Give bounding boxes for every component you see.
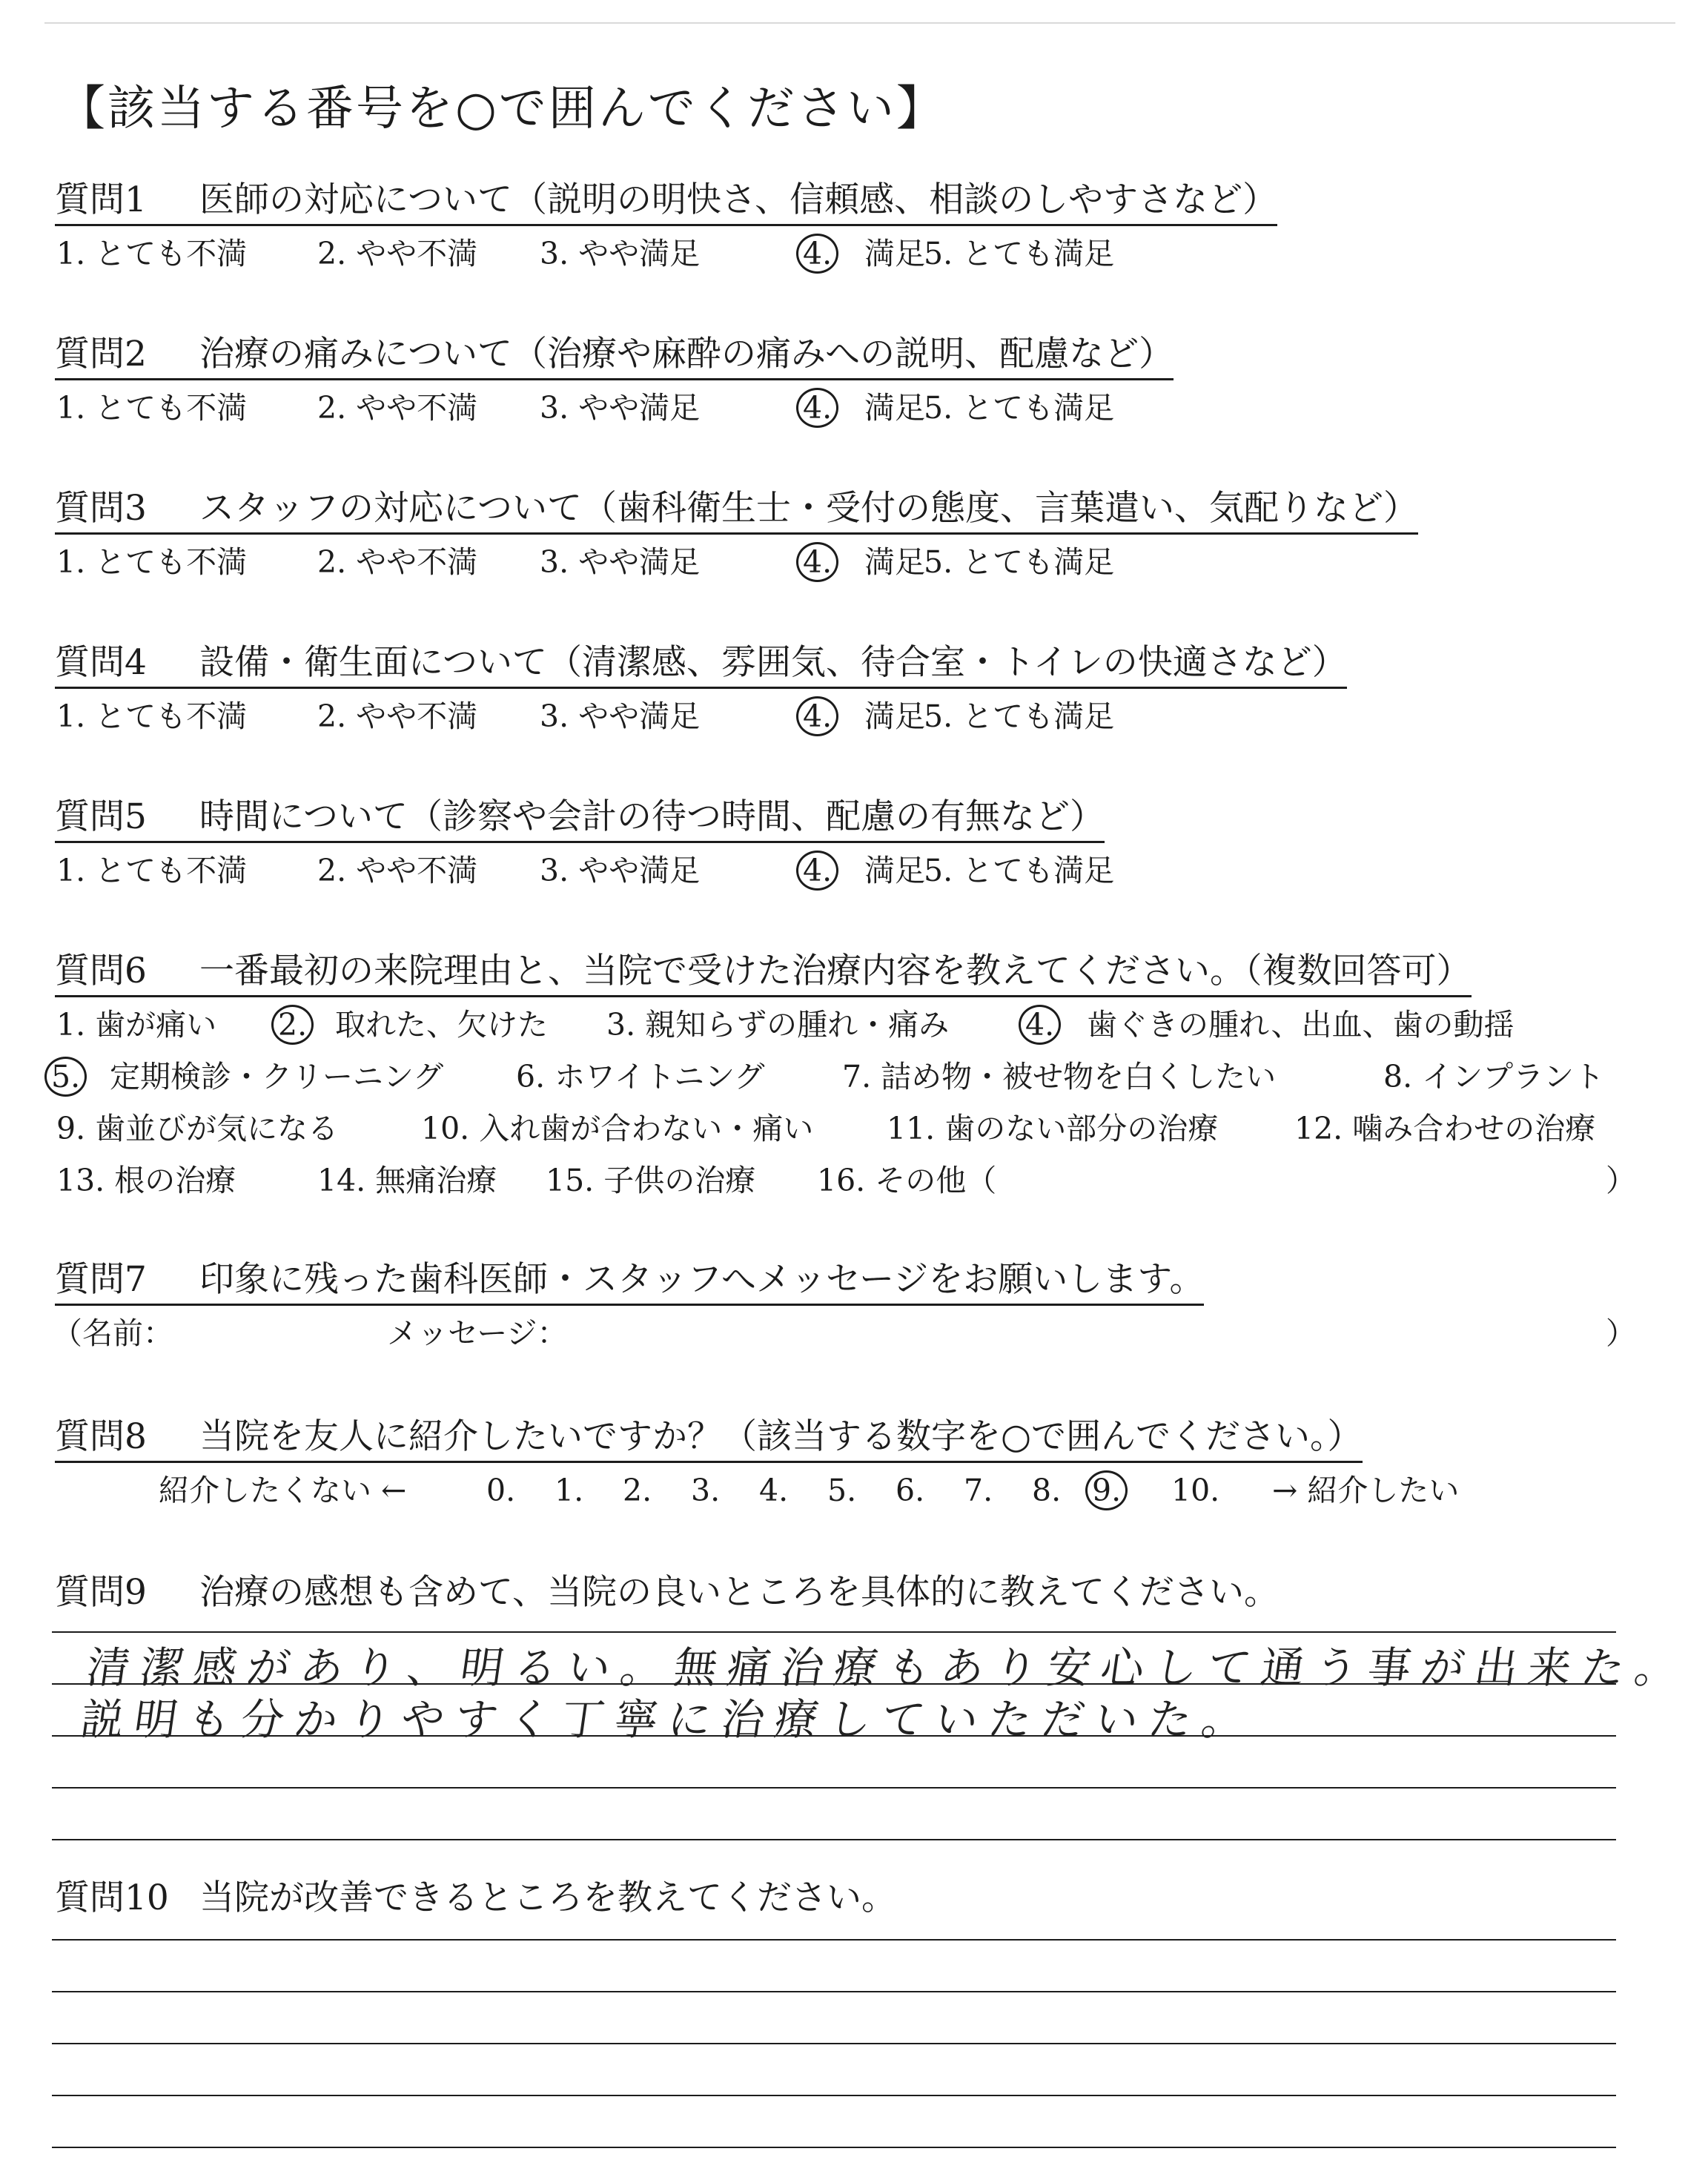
answer-circle: 4. — [1019, 1005, 1061, 1045]
scale-5[interactable]: 5. — [827, 1473, 857, 1508]
option-children[interactable]: 15. 子供の治療 — [546, 1163, 756, 1198]
question-number: 質問5 — [55, 796, 147, 837]
option-3[interactable]: 3. やや満足 — [540, 853, 701, 888]
question-text: 当院が改善できるところを教えてください。 — [199, 1877, 896, 1918]
option-4-label: 満足 — [864, 853, 925, 888]
option-1[interactable]: 1. とても不満 — [56, 544, 248, 580]
page-title: 【該当する番号を○で囲んでください】 — [58, 82, 946, 136]
scale-7[interactable]: 7. — [964, 1473, 993, 1508]
option-1[interactable]: 1. とても不満 — [56, 853, 248, 888]
option-4-circled[interactable] — [804, 540, 838, 584]
option-white-fillings[interactable]: 7. 詰め物・被せ物を白くしたい — [842, 1059, 1277, 1094]
question-text: 設備・衛生面について（清潔感、雰囲気、待合室・トイレの快適さなど） — [199, 642, 1347, 683]
scale-9-circled[interactable] — [1093, 1468, 1128, 1513]
answer-circle: 4. — [796, 388, 838, 428]
scale-10[interactable]: 10. — [1171, 1473, 1220, 1508]
option-missing-teeth[interactable]: 11. 歯のない部分の治療 — [887, 1111, 1219, 1146]
answer-line — [52, 2147, 1616, 2148]
question-text: 治療の痛みについて（治療や麻酔の痛みへの説明、配慮など） — [199, 334, 1174, 374]
answer-line — [52, 2043, 1616, 2044]
option-2[interactable]: 2. やや不満 — [317, 853, 478, 888]
option-3[interactable]: 3. やや満足 — [540, 698, 701, 734]
question-text: スタッフの対応について（歯科衛生士・受付の態度、言葉遣い、気配りなど） — [199, 488, 1419, 529]
answer-circle: 5. — [44, 1057, 87, 1097]
option-root-canal[interactable]: 13. 根の治療 — [56, 1163, 236, 1198]
question-number: 質問1 — [55, 179, 147, 220]
option-dentures[interactable]: 10. 入れ歯が合わない・痛い — [421, 1111, 814, 1146]
question-text: 治療の感想も含めて、当院の良いところを具体的に教えてください。 — [199, 1572, 1280, 1613]
answer-line — [52, 1939, 1616, 1941]
answer-line — [52, 1787, 1616, 1789]
scale-0[interactable]: 0. — [486, 1473, 516, 1508]
scale-8[interactable]: 8. — [1032, 1473, 1062, 1508]
option-2[interactable]: 2. やや不満 — [317, 544, 478, 580]
answer-line — [52, 2095, 1616, 2096]
question-2 — [55, 332, 1174, 380]
answer-circle: 4. — [796, 542, 838, 582]
option-2-label: 取れた、欠けた — [335, 1007, 548, 1043]
question-3 — [55, 486, 1418, 535]
option-5[interactable]: 5. とても満足 — [924, 544, 1115, 580]
name-label: （名前： — [52, 1315, 173, 1351]
option-2-circled[interactable] — [279, 1003, 314, 1047]
option-5[interactable]: 5. とても満足 — [924, 236, 1115, 271]
question-number: 質問6 — [55, 951, 147, 991]
answer-circle: 4. — [796, 696, 838, 736]
question-number: 質問9 — [55, 1572, 147, 1613]
option-2[interactable]: 2. やや不満 — [317, 236, 478, 271]
option-2[interactable]: 2. やや不満 — [317, 698, 478, 734]
option-4-circled[interactable] — [1026, 1003, 1061, 1047]
question-text: 時間について（診察や会計の待つ時間、配慮の有無など） — [199, 796, 1105, 837]
question-number: 質問4 — [55, 642, 147, 683]
question-number: 質問10 — [55, 1877, 169, 1918]
option-4-circled[interactable] — [804, 694, 838, 739]
question-6 — [55, 949, 1472, 997]
option-5[interactable]: 5. とても満足 — [924, 853, 1115, 888]
option-1[interactable]: 1. とても不満 — [56, 390, 248, 426]
question-number: 質問3 — [55, 488, 147, 529]
question-text: 医師の対応について（説明の明快さ、信頼感、相談のしやすさなど） — [199, 179, 1278, 220]
option-1[interactable]: 1. とても不満 — [56, 698, 248, 734]
option-alignment[interactable]: 9. 歯並びが気になる — [56, 1111, 339, 1146]
option-3[interactable]: 3. やや満足 — [540, 544, 701, 580]
question-number: 質問7 — [55, 1259, 147, 1300]
option-4-circled[interactable] — [804, 231, 838, 276]
question-text: 当院を友人に紹介したいですか？（該当する数字を○で囲んでください。） — [199, 1416, 1363, 1457]
question-5 — [55, 795, 1105, 843]
option-4-label: 満足 — [864, 544, 925, 580]
option-other[interactable]: 16. その他（ — [817, 1163, 997, 1198]
scale-1[interactable]: 1. — [555, 1473, 584, 1508]
option-painless[interactable]: 14. 無痛治療 — [317, 1163, 497, 1198]
other-close-paren: ） — [1606, 1163, 1636, 1198]
scale-right-label: → 紹介したい — [1272, 1473, 1460, 1508]
option-5-label: 定期検診・クリーニング — [110, 1059, 444, 1094]
question-number: 質問8 — [55, 1416, 147, 1457]
answer-circle: 9. — [1085, 1470, 1128, 1510]
scale-left-label: 紹介したくない ← — [159, 1473, 407, 1508]
question-text: 印象に残った歯科医師・スタッフへメッセージをお願いします。 — [199, 1259, 1205, 1300]
option-4-label: 満足 — [864, 698, 925, 734]
option-1[interactable]: 1. とても不満 — [56, 236, 248, 271]
answer-circle: 2. — [271, 1005, 314, 1045]
scale-3[interactable]: 3. — [691, 1473, 721, 1508]
option-2[interactable]: 2. やや不満 — [317, 390, 478, 426]
answer-circle: 4. — [796, 234, 838, 274]
option-5[interactable]: 5. とても満足 — [924, 698, 1115, 734]
handwritten-answer-line-2[interactable]: 説明も分かりやすく丁寧に治療していただいた。 — [77, 1694, 1260, 1745]
answer-line — [52, 1991, 1616, 1992]
option-4-circled[interactable] — [804, 386, 838, 430]
page-top-border — [44, 22, 1675, 24]
question-1 — [55, 178, 1277, 226]
option-bite[interactable]: 12. 噛み合わせの治療 — [1294, 1111, 1596, 1146]
message-label[interactable]: メッセージ： — [387, 1315, 568, 1351]
option-4-circled[interactable] — [804, 848, 838, 893]
question-10 — [55, 1876, 896, 1920]
option-4-label: 歯ぐきの腫れ、出血、歯の動揺 — [1087, 1007, 1515, 1043]
scale-4[interactable]: 4. — [759, 1473, 789, 1508]
option-4-label: 満足 — [864, 390, 925, 426]
option-implant[interactable]: 8. インプラント — [1383, 1059, 1605, 1094]
question-8 — [55, 1415, 1363, 1463]
option-whitening[interactable]: 6. ホワイトニング — [516, 1059, 765, 1094]
question-7 — [55, 1258, 1204, 1306]
answer-circle: 4. — [796, 851, 838, 891]
handwritten-answer-line-1[interactable]: 清潔感があり、明るい。無痛治療もあり安心して通う事が出来た。 — [83, 1642, 1692, 1693]
option-5[interactable]: 5. とても満足 — [924, 390, 1115, 426]
question-text: 一番最初の来院理由と、当院で受けた治療内容を教えてください。（複数回答可） — [199, 951, 1472, 991]
option-wisdom-tooth[interactable]: 3. 親知らずの腫れ・痛み — [606, 1007, 950, 1043]
option-3[interactable]: 3. やや満足 — [540, 236, 701, 271]
message-close-paren: ） — [1606, 1315, 1636, 1351]
question-4 — [55, 641, 1347, 689]
scale-6[interactable]: 6. — [896, 1473, 925, 1508]
question-9 — [55, 1571, 1279, 1615]
question-number: 質問2 — [55, 334, 147, 374]
option-5-circled[interactable] — [52, 1054, 87, 1099]
option-toothache[interactable]: 1. 歯が痛い — [56, 1007, 217, 1043]
option-3[interactable]: 3. やや満足 — [540, 390, 701, 426]
scale-2[interactable]: 2. — [623, 1473, 652, 1508]
option-4-label: 満足 — [864, 236, 925, 271]
answer-line — [52, 1839, 1616, 1840]
